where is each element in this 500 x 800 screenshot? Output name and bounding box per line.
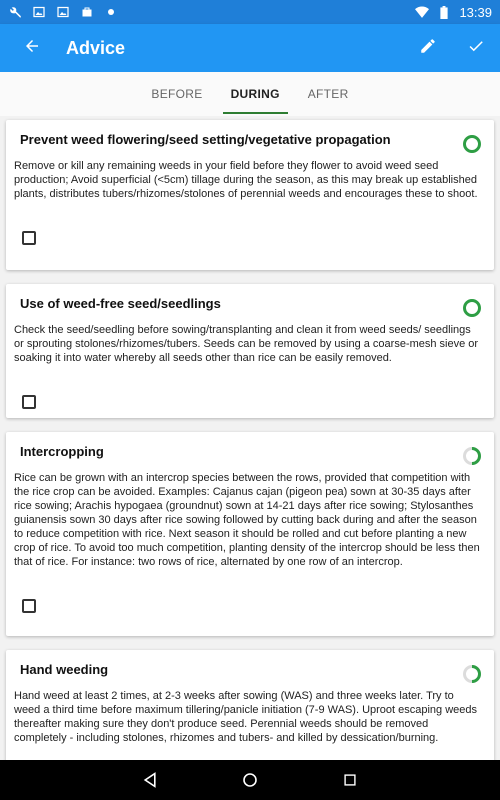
advice-list[interactable] [0, 116, 500, 760]
tab-bar [0, 72, 500, 116]
app-bar [0, 24, 500, 72]
full-ring-icon [462, 298, 482, 318]
full-ring-icon [462, 134, 482, 154]
bag-icon [80, 5, 94, 19]
confirm-button[interactable] [452, 24, 500, 72]
dot-icon [104, 5, 118, 19]
image-icon [56, 5, 70, 19]
advice-card[interactable] [6, 432, 494, 636]
card-text: Check the seed/seedling before sowing/transplanting and clean it from weed seeds/ seedlings or sprouting stolones/rhizomes/tubers. Seeds can be removed by using a coarse-mesh sieve or soaking it into water whereby all seeds other than rice can be easily removed. [14, 324, 479, 364]
page-title: Advice [66, 37, 126, 58]
nav-back-button[interactable] [130, 760, 170, 800]
card-text: Hand weed at least 2 times, at 2-3 weeks after sowing (WAS) and three weeks later. Try to weed a third time before maximum tillering/panicle initiation (7-9 WAS). Uproot escaping weeds thereafter making sure they don't produce seed. Perennial weeds should be removed completely - including stolones, rhizomes and tubers- and killed by dessication/burning. [14, 690, 478, 744]
done-checkbox[interactable] [22, 599, 36, 613]
image-icon [32, 5, 46, 19]
nav-home-button[interactable] [230, 760, 270, 800]
wifi-icon [415, 5, 429, 19]
wrench-icon [8, 5, 22, 19]
circle-home-icon [242, 772, 258, 788]
card-title: Hand weeding [20, 662, 109, 677]
card-title: Prevent weed flowering/seed setting/vegetative propagation [20, 132, 391, 147]
card-text: Remove or kill any remaining weeds in your field before they flower to avoid weed seed production; Avoid superficial (<5cm) tillage during the season, as this may break up established plants, distributes tubers/rhizomes/stolones of perennial weeds and encourages these to shoot. [14, 160, 478, 200]
square-recents-icon [343, 773, 357, 787]
tab-during[interactable]: DURING [223, 72, 288, 116]
done-checkbox[interactable] [22, 395, 36, 409]
pencil-icon [419, 37, 437, 60]
advice-card[interactable] [6, 284, 494, 418]
card-title: Intercropping [20, 444, 104, 459]
partial-ring-icon [462, 446, 482, 466]
card-title: Use of weed-free seed/seedlings [20, 296, 221, 311]
check-icon [467, 37, 485, 60]
triangle-back-icon [142, 772, 158, 788]
card-text: Rice can be grown with an intercrop species between the rows, provided that competition with the rice crop can be avoided. Examples: Cajanus cajan (pigeon pea) sown at 30-35 days after rice sowing; Arachis hypogaea (groundnut) sown at 14-21 days after rice sowing; Stylosanthes guianensis sown 30 days after rice sowing followed by cutting back during and after the season to reduce competition with rice. Next season it should be rolled and cut before planting a new crop of rice. To avoid too much competition, planting density of the intercrop should be less then that of rice. For instance: two rows of rice, alternated by one row of an intercrop. [14, 472, 480, 568]
arrow-left-icon [23, 37, 41, 60]
status-time: 13:39 [459, 4, 492, 20]
advice-card[interactable] [6, 120, 494, 270]
partial-ring-icon [462, 664, 482, 684]
tab-before[interactable]: BEFORE [151, 87, 203, 101]
tab-after[interactable]: AFTER [307, 87, 349, 101]
back-button[interactable] [8, 24, 56, 72]
done-checkbox[interactable] [22, 231, 36, 245]
edit-button[interactable] [404, 24, 452, 72]
advice-card[interactable] [6, 650, 494, 760]
battery-icon [437, 5, 451, 19]
system-nav-bar [0, 760, 500, 800]
status-bar [0, 0, 500, 24]
nav-recents-button[interactable] [330, 760, 370, 800]
